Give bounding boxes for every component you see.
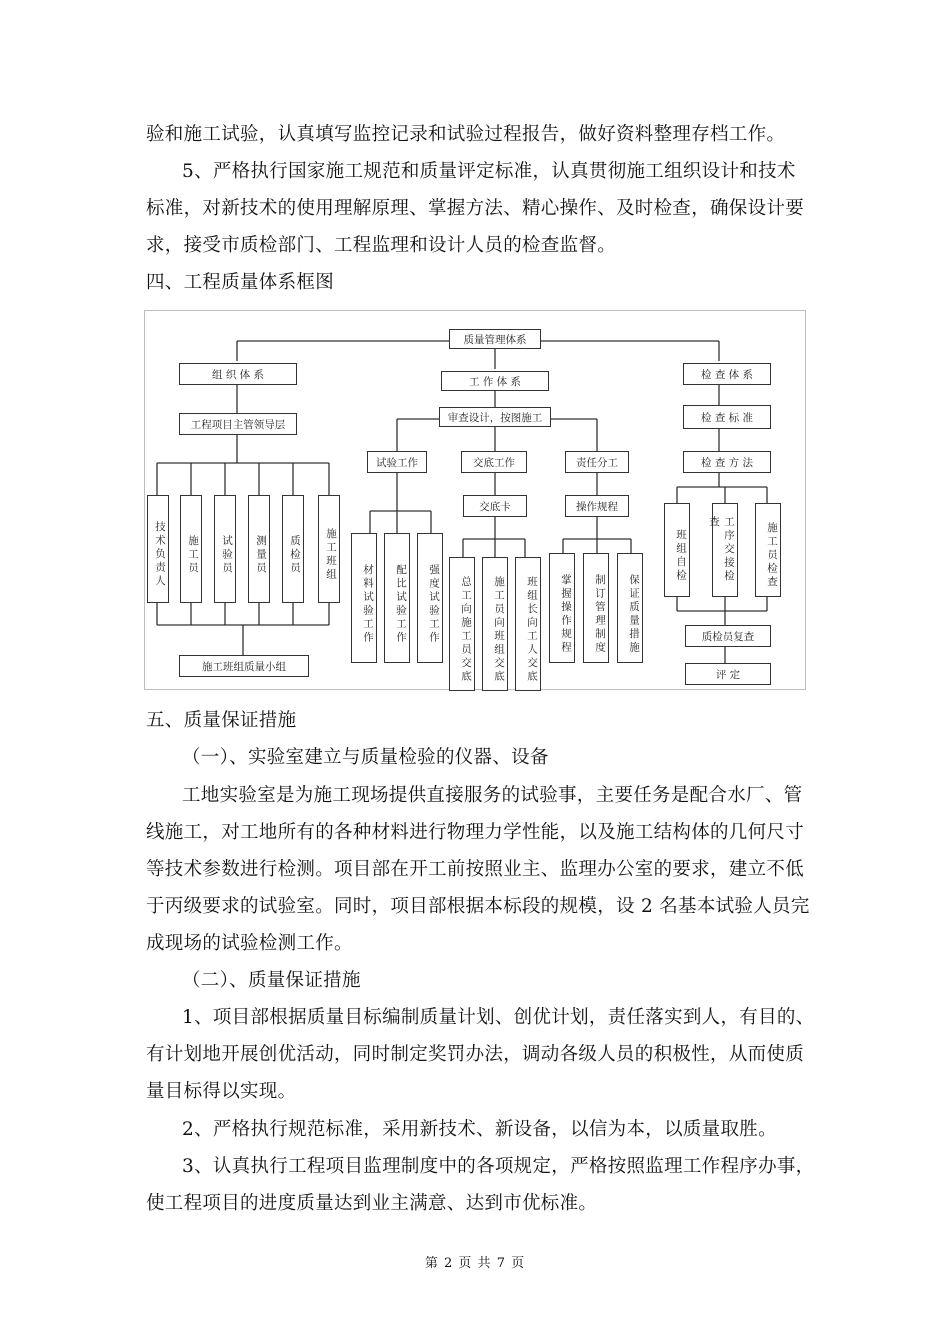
para-line: 成现场的试验检测工作。 <box>146 933 353 954</box>
node-org-system: 组 织 体 系 <box>179 363 297 385</box>
node-rule-item: 制订管理制度 <box>583 553 609 663</box>
para-line: 于丙级要求的试验室。同时，项目部根据本标段的规模，设 2 名基本试验人员完 <box>146 896 810 917</box>
node-operating-rules: 操作规程 <box>565 495 629 517</box>
quality-system-diagram <box>144 310 806 690</box>
node-check-item: 班组自检 <box>664 503 690 597</box>
para-line: 求，接受市质检部门、工程监理和设计人员的检查监督。 <box>146 235 617 256</box>
node-inspect-system: 检 查 体 系 <box>683 363 771 385</box>
node-inspect-method: 检 查 方 法 <box>683 451 771 473</box>
sub-heading: （二）、质量保证措施 <box>182 970 361 991</box>
node-duty-division: 责任分工 <box>565 451 629 473</box>
node-handover-item: 施工员向班组交底 <box>482 557 508 691</box>
node-review-design: 审查设计，按图施工 <box>439 407 551 427</box>
para-line: 工地实验室是为施工现场提供直接服务的试验事，主要任务是配合水厂、管 <box>182 785 803 806</box>
node-inspect-standard: 检 查 标 准 <box>683 405 771 429</box>
node-rule-item: 掌握操作规程 <box>549 553 575 663</box>
section-heading: 四、工程质量体系框图 <box>146 272 335 293</box>
node-handover-work: 交底工作 <box>461 451 527 473</box>
node-handover-item: 总工向施工员交底 <box>449 557 475 691</box>
para-line: 线施工，对工地所有的各种材料进行物理力学性能，以及施工结构体的几何尺寸 <box>146 822 805 843</box>
node-test-item: 强度试验工作 <box>417 533 443 663</box>
node-org-role: 测量员 <box>248 495 270 603</box>
node-org-role: 质检员 <box>282 495 304 603</box>
para-line: 3、认真执行工程项目监理制度中的各项规定，严格按照监理工作程序办事， <box>182 1156 815 1177</box>
node-quality-management: 质量管理体系 <box>449 329 541 349</box>
node-org-role: 施工员 <box>180 495 202 603</box>
node-quality-group: 施工班组质量小组 <box>179 655 309 677</box>
node-handover-card: 交底卡 <box>463 495 527 517</box>
node-test-work: 试验工作 <box>367 451 427 473</box>
section-heading: 五、质量保证措施 <box>146 710 297 731</box>
node-rule-item: 保证质量措施 <box>617 553 643 663</box>
node-org-role: 技术负责人 <box>147 495 169 603</box>
para-line: 使工程项目的进度质量达到业主满意、达到市优标准。 <box>146 1193 598 1214</box>
node-assess: 评 定 <box>685 663 771 685</box>
node-test-item: 配比试验工作 <box>384 533 410 663</box>
para-line: 验和施工试验，认真填写监控记录和试验过程报告，做好资料整理存档工作。 <box>146 124 786 145</box>
para-line: 标准，对新技术的使用理解原理、掌握方法、精心操作、及时检查，确保设计要 <box>146 198 805 219</box>
para-line: 5、严格执行国家施工规范和质量评定标准，认真贯彻施工组织设计和技术 <box>182 161 796 182</box>
node-org-role: 施工班组 <box>318 495 340 603</box>
node-check-item: 工序交接检查 <box>712 503 738 597</box>
para-line: 有计划地开展创优活动，同时制定奖罚办法，调动各级人员的积极性，从而使质 <box>146 1044 805 1065</box>
node-test-item: 材料试验工作 <box>351 533 377 663</box>
page-footer: 第 2 页 共 7 页 <box>424 1256 526 1271</box>
node-handover-item: 班组长向工人交底 <box>515 557 541 691</box>
node-work-system: 工 作 体 系 <box>441 371 549 391</box>
para-line: 1、项目部根据质量目标编制质量计划、创优计划，责任落实到人，有目的、 <box>182 1007 815 1028</box>
para-line: 量目标得以实现。 <box>146 1081 297 1102</box>
para-line: 2、严格执行规范标准，采用新技术、新设备，以信为本，以质量取胜。 <box>182 1119 777 1140</box>
sub-heading: （一）、实验室建立与质量检验的仪器、设备 <box>182 747 549 768</box>
node-org-role: 试验员 <box>214 495 236 603</box>
node-recheck: 质检员复查 <box>685 625 771 647</box>
para-line: 等技术参数进行检测。项目部在开工前按照业主、监理办公室的要求，建立不低 <box>146 859 805 880</box>
node-check-item: 施工员检查 <box>755 503 781 597</box>
node-leader: 工程项目主管领导层 <box>179 413 297 435</box>
